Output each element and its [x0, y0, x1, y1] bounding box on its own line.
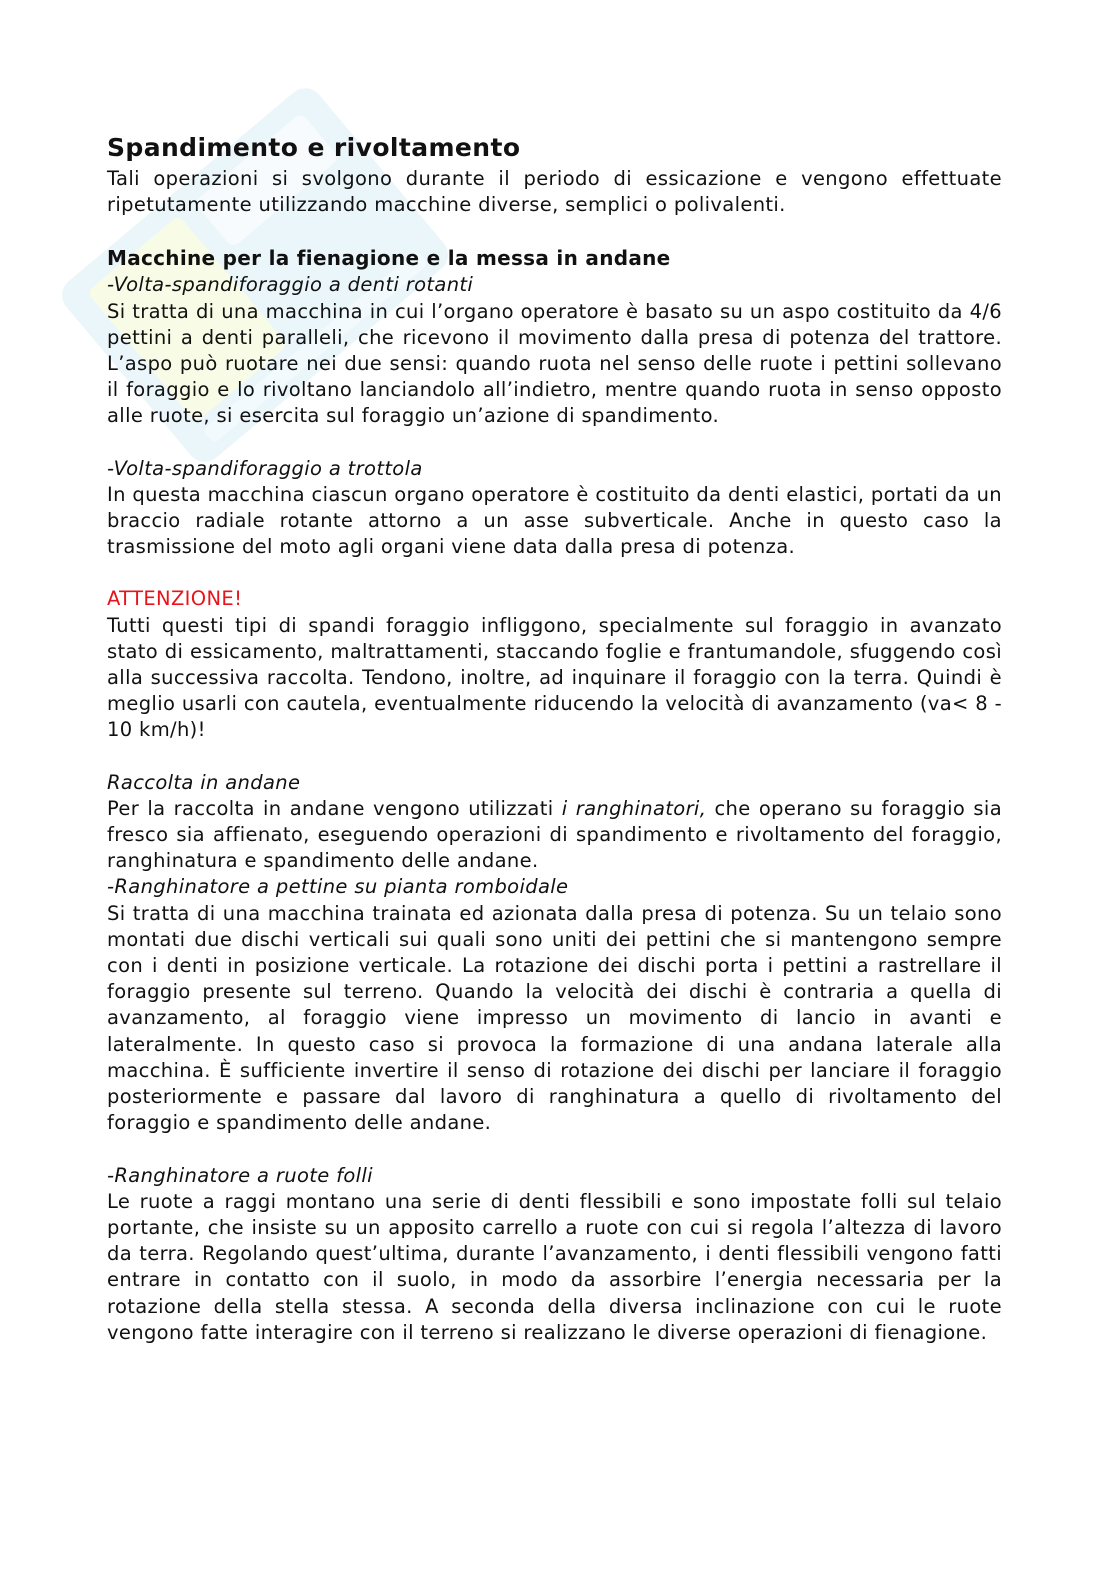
paragraph-pettine: Si tratta di una macchina trainata ed azionata dalla presa di potenza. Su un telaio sono montati due dischi verticali sui quali sono uniti dei pettini che si mantengono sempre con i denti in posizione verticale. La rotazione dei dischi porta i pettini a rastrellare il foraggio presente sul terreno. Quando la velocità dei dischi è contraria a quella di avanzamento, al foraggio viene impresso un movimento di lancio in avanti e lateralmente. In questo caso si provoca la formazione di una andana laterale alla macchina. È sufficiente invertire il senso di rotazione dei dischi per lanciare il foraggio posteriormente e passare dal lavoro di ranghinatura a quello di rivoltamento del foraggio e spandimento delle andane. [107, 901, 1002, 1135]
paragraph-raccolta [107, 796, 1002, 875]
subsection-title-ruote-folli: -Ranghinatore a ruote folli [107, 1163, 373, 1187]
warning-paragraph: Tutti questi tipi di spandi foraggio infliggono, specialmente sul foraggio in avanzato stato di essicamento, maltrattamenti, staccando foglie e frantumandole, sfuggendo così alla successiva raccolta. Tendono, inoltre, ad inquinare il foraggio con la terra. Quindi è meglio usarli con cautela, eventualmente riducendo la velocità di avanzamento (va< 8 - 10 km/h)! [107, 613, 1002, 742]
raccolta-text-a: Per la raccolta in andane vengono utilizzati [107, 796, 562, 820]
paragraph-trottola: In questa macchina ciascun organo operatore è costituito da denti elastici, portati da un braccio radiale rotante attorno a un asse subverticale. Anche in questo caso la trasmissione del moto agli organi viene data dalla presa di potenza. [107, 482, 1002, 559]
document-body [107, 130, 1002, 1346]
subsection-title-raccolta: Raccolta in andane [107, 770, 301, 794]
page-title: Spandimento e rivoltamento [107, 133, 521, 162]
section-heading: Macchine per la fienagione e la messa in andane [107, 246, 671, 271]
subsection-title-pettine: -Ranghinatore a pettine su pianta romboidale [107, 875, 569, 899]
subsection-title-denti-rotanti: -Volta-spandiforaggio a denti rotanti [107, 273, 474, 297]
paragraph-denti-rotanti: Si tratta di una macchina in cui l’organo operatore è basato su un aspo costituito da 4/6 pettini a denti paralleli, che ricevono il movimento dalla presa di potenza del trattore. L’aspo può ruotare nei due sensi: quando ruota nel senso delle ruote i pettini sollevano il foraggio e lo rivoltano lanciandolo all’indietro, mentre quando ruota in senso opposto alle ruote, si esercita sul foraggio un’azione di spandimento. [107, 299, 1002, 428]
warning-label: ATTENZIONE! [107, 587, 243, 611]
subsection-title-trottola: -Volta-spandiforaggio a trottola [107, 456, 423, 480]
paragraph-ruote-folli: Le ruote a raggi montano una serie di denti flessibili e sono impostate folli sul telaio portante, che insiste su un apposito carrello a ruote con cui si regola l’altezza di lavoro da terra. Regolando quest’ultima, durante l’avanzamento, i denti flessibili vengono fatti entrare in contatto con il suolo, in modo da assorbire l’energia necessaria per la rotazione della stella stessa. A seconda della diversa inclinazione con cui le ruote vengono fatte interagire con il terreno si realizzano le diverse operazioni di fienagione. [107, 1189, 1002, 1344]
raccolta-text-b: che operano su foraggio sia fresco sia affienato, eseguendo operazioni di spandimento e rivoltamento del foraggio, ranghinatura e spandimento delle andane. [107, 796, 1002, 873]
raccolta-text-emphasis: i ranghinatori, [561, 796, 707, 820]
intro-paragraph: Tali operazioni si svolgono durante il periodo di essicazione e vengono effettuate ripetutamente utilizzando macchine diverse, semplici o polivalenti. [107, 167, 1002, 217]
